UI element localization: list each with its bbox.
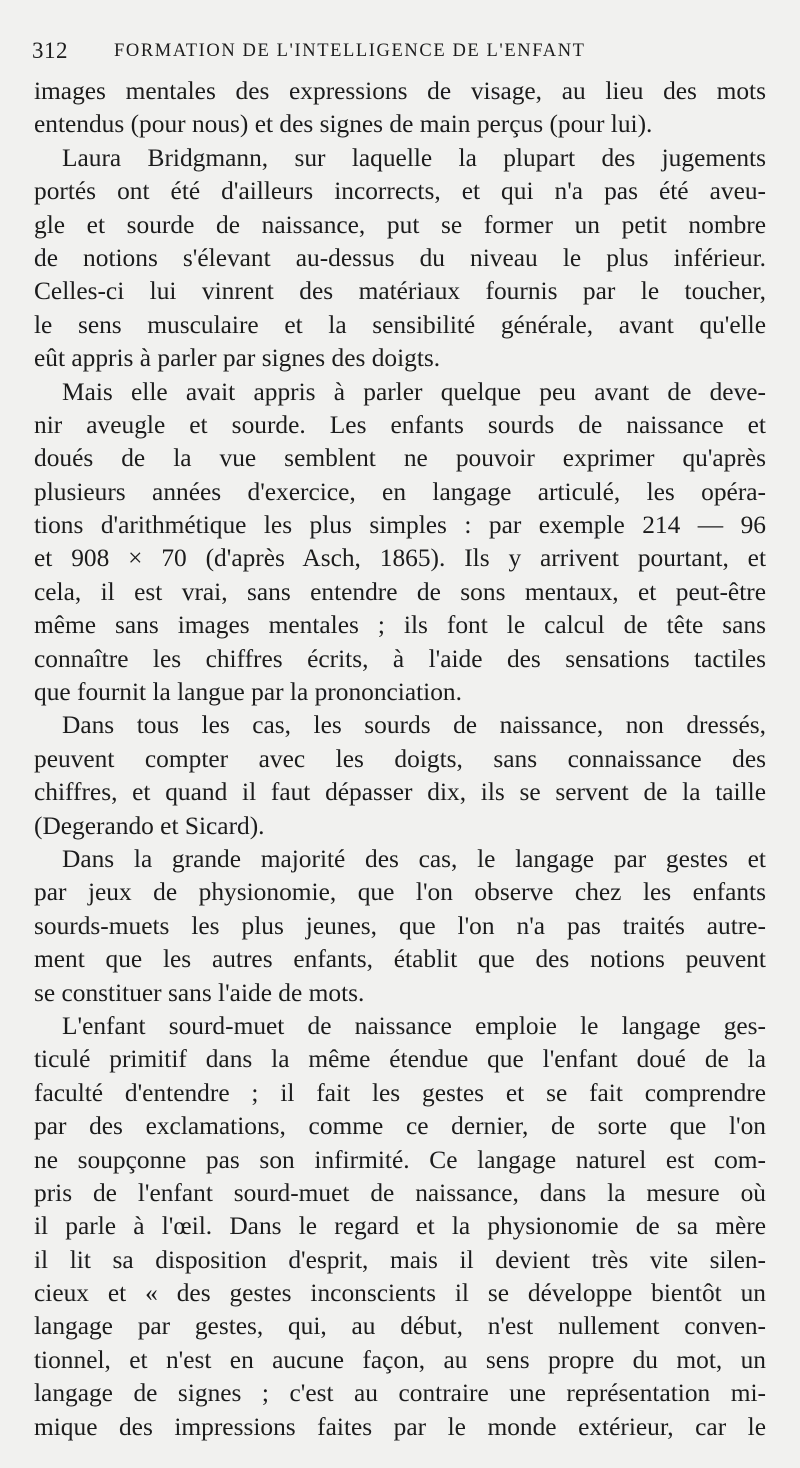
text-line: entendus (pour nous) et des signes de main perçus (pour lui). [34, 110, 653, 139]
text-line: Dans tous les cas, les sourds de naissance, non dressés, [62, 711, 766, 740]
text-line: Dans la grande majorité des cas, le langage par gestes et [62, 844, 766, 873]
text-line: portés ont été d'ailleurs incorrects, et qui n'a pas été aveu- [34, 177, 766, 206]
page-header [32, 38, 792, 68]
text-line: ment que les autres enfants, établit que des notions peuvent [34, 945, 766, 974]
text-line: eût appris à parler par signes des doigts. [34, 344, 441, 373]
text-line: ticulé primitif dans la même étendue que l'enfant doué de la [34, 1045, 766, 1074]
text-line: que fournit la langue par la prononciation. [34, 678, 462, 707]
text-line: Celles-ci lui vinrent des matériaux fournis par le toucher, [34, 277, 766, 306]
text-line: faculté d'entendre ; il fait les gestes et se fait comprendre [34, 1078, 766, 1107]
text-line: même sans images mentales ; ils font le calcul de tête sans [34, 611, 766, 640]
text-line: sourds-muets les plus jeunes, que l'on n'a pas traités autre- [34, 911, 766, 940]
text-line: plusieurs années d'exercice, en langage articulé, les opéra- [34, 477, 766, 506]
text-line: images mentales des expressions de visage, au lieu des mots [34, 77, 766, 105]
text-line: doués de la vue semblent ne pouvoir exprimer qu'après [34, 444, 766, 473]
text-line: cela, il est vrai, sans entendre de sons mentaux, et peut-être [34, 577, 766, 606]
text-line: Laura Bridgmann, sur laquelle la plupart des jugements [62, 143, 766, 172]
text-line: et 908 × 70 (d'après Asch, 1865). Ils y arrivent pourtant, et [34, 544, 766, 573]
text-line: Mais elle avait appris à parler quelque peu avant de deve- [62, 377, 766, 406]
text-line: par jeux de physionomie, que l'on observe chez les enfants [34, 878, 766, 907]
text-line: tions d'arithmétique les plus simples : par exemple 214 — 96 [34, 511, 766, 540]
text-line: tionnel, et n'est en aucune façon, au sens propre du mot, un [34, 1345, 766, 1374]
text-line: mique des impressions faites par le monde extérieur, car le [34, 1412, 766, 1441]
text-line: par des exclamations, comme ce dernier, de sorte que l'on [34, 1112, 766, 1141]
running-title: FORMATION DE L'INTELLIGENCE DE L'ENFANT [114, 41, 586, 61]
text-line: il lit sa disposition d'esprit, mais il devient très vite silen- [34, 1245, 766, 1274]
text-line: il parle à l'œil. Dans le regard et la physionomie de sa mère [34, 1212, 766, 1241]
text-line: chiffres, et quand il faut dépasser dix, ils se servent de la taille [34, 778, 766, 807]
text-line: (Degerando et Sicard). [34, 811, 265, 840]
body-text [34, 75, 766, 1444]
text-line: connaître les chiffres écrits, à l'aide des sensations tactiles [34, 644, 766, 673]
text-line: se constituer sans l'aide de mots. [34, 978, 365, 1007]
text-line: ne soupçonne pas son infirmité. Ce langage naturel est com- [34, 1145, 766, 1174]
text-line: langage de signes ; c'est au contraire une représentation mi- [34, 1379, 766, 1408]
text-line: langage par gestes, qui, au début, n'est nullement conven- [34, 1312, 766, 1341]
text-line: de notions s'élevant au-dessus du niveau le plus inférieur. [34, 243, 766, 272]
text-line: peuvent compter avec les doigts, sans connaissance des [34, 744, 766, 773]
text-line: nir aveugle et sourde. Les enfants sourds de naissance et [34, 410, 766, 439]
text-line: cieux et « des gestes inconscients il se développe bientôt un [34, 1279, 766, 1308]
page-number: 312 [32, 38, 68, 63]
text-line: le sens musculaire et la sensibilité générale, avant qu'elle [34, 310, 766, 339]
text-line: gle et sourde de naissance, put se former un petit nombre [34, 210, 766, 239]
text-line: L'enfant sourd-muet de naissance emploie le langage ges- [62, 1011, 766, 1040]
text-line: pris de l'enfant sourd-muet de naissance, dans la mesure où [34, 1178, 766, 1207]
